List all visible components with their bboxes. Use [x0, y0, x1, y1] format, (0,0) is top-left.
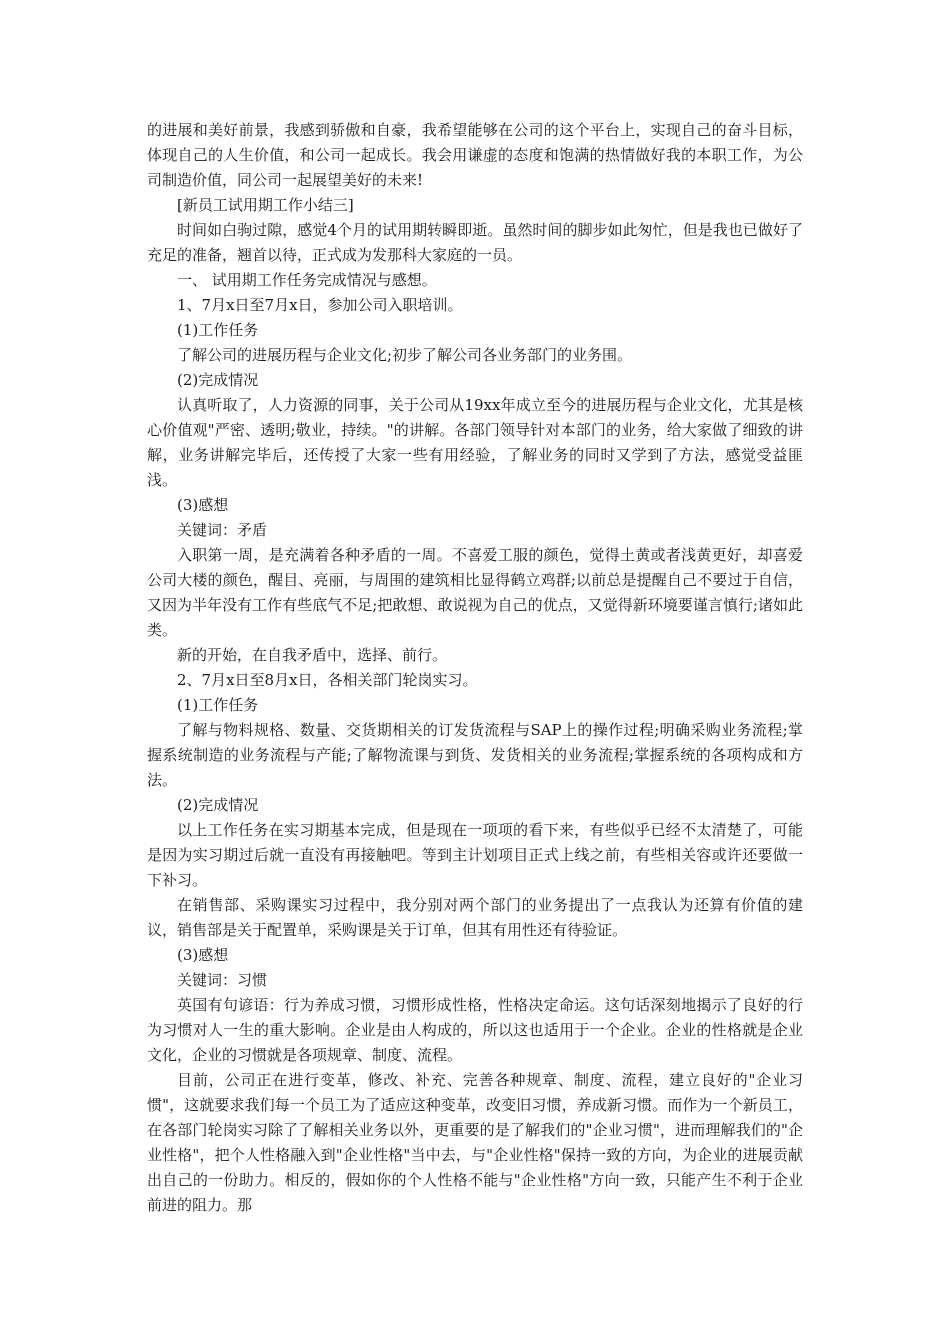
subsection-heading: 2、7月x日至8月x日，各相关部门轮岗实习。 — [177, 671, 478, 689]
item-heading: (3)感想 — [177, 946, 229, 964]
paragraph: 以上工作任务在实习期基本完成，但是现在一项项的看下来，有些似乎已经不太清楚了，可能是因为实习期过后就一直没有再接触吧。等到主计划项目正式上线之前，有些相关容或许还要做一下补习。 — [147, 821, 803, 889]
section-heading: 一、 试用期工作任务完成情况与感想。 — [177, 271, 437, 289]
paragraph: 时间如白驹过隙，感觉4个月的试用期转瞬即逝。虽然时间的脚步如此匆忙，但是我也已做好了充足的准备，翘首以待，正式成为发那科大家庭的一员。 — [147, 221, 803, 264]
paragraph: 在销售部、采购课实习过程中，我分别对两个部门的业务提出了一点我认为还算有价值的建议，销售部是关于配置单，采购课是关于订单，但其有用性还有待验证。 — [147, 896, 803, 939]
subsection-heading: 1、7月x日至7月x日，参加公司入职培训。 — [177, 296, 463, 314]
paragraph: 认真听取了，人力资源的同事，关于公司从19xx年成立至今的进展历程与企业文化，尤其是核心价值观"严密、透明;敬业，持续。"的讲解。各部门领导针对本部门的业务，给大家做了细致的讲解，业务讲解完毕后，还传授了大家一些有用经验，了解业务的同时又学到了方法，感觉受益匪浅。 — [147, 396, 803, 489]
section-heading: [新员工试用期工作小结三] — [177, 196, 354, 214]
paragraph: 英国有句谚语：行为养成习惯，习惯形成性格，性格决定命运。这句话深刻地揭示了良好的行为习惯对人一生的重大影响。企业是由人构成的，所以这也适用于一个企业。企业的性格就是企业文化，企业的习惯就是各项规章、制度、流程。 — [147, 996, 803, 1064]
paragraph: 新的开始，在自我矛盾中，选择、前行。 — [177, 646, 448, 664]
paragraph: 了解公司的进展历程与企业文化;初步了解公司各业务部门的业务围。 — [177, 346, 633, 364]
keyword-line: 关键词：习惯 — [177, 971, 268, 989]
item-heading: (2)完成情况 — [177, 796, 259, 814]
paragraph: 目前，公司正在进行变革，修改、补充、完善各种规章、制度、流程，建立良好的"企业习惯"，这就要求我们每一个员工为了适应这种变革，改变旧习惯，养成新习惯。而作为一个新员工，在各部门轮岗实习除了了解相关业务以外，更重要的是了解我们的"企业习惯"，进而理解我们的"企业性格"，把个人性格融入到"企业性格"当中去，与"企业性格"保持一致的方向，为企业的进展贡献出自己的一份助力。相反的，假如你的个人性格不能与"企业性格"方向一致，只能产生不利于企业前进的阻力。那 — [147, 1071, 803, 1214]
paragraph: 的进展和美好前景，我感到骄傲和自豪，我希望能够在公司的这个平台上，实现自己的奋斗目标，体现自己的人生价值，和公司一起成长。我会用谦虚的态度和饱满的热情做好我的本职工作，为公司制造价值，同公司一起展望美好的未来! — [147, 121, 803, 189]
document-page — [147, 118, 803, 1218]
paragraph: 了解与物料规格、数量、交货期相关的订发货流程与SAP上的操作过程;明确采购业务流程;掌握系统制造的业务流程与产能;了解物流课与到货、发货相关的业务流程;掌握系统的各项构成和方法。 — [147, 721, 803, 789]
paragraph: 入职第一周，是充满着各种矛盾的一周。不喜爱工服的颜色，觉得土黄或者浅黄更好，却喜爱公司大楼的颜色，醒目、亮丽，与周围的建筑相比显得鹤立鸡群;以前总是提醒自己不要过于自信，又因为半年没有工作有些底气不足;把敢想、敢说视为自己的优点，又觉得新环境要谨言慎行;诸如此类。 — [147, 546, 803, 639]
item-heading: (1)工作任务 — [177, 696, 259, 714]
item-heading: (2)完成情况 — [177, 371, 259, 389]
item-heading: (1)工作任务 — [177, 321, 259, 339]
keyword-line: 关键词：矛盾 — [177, 521, 268, 539]
item-heading: (3)感想 — [177, 496, 229, 514]
